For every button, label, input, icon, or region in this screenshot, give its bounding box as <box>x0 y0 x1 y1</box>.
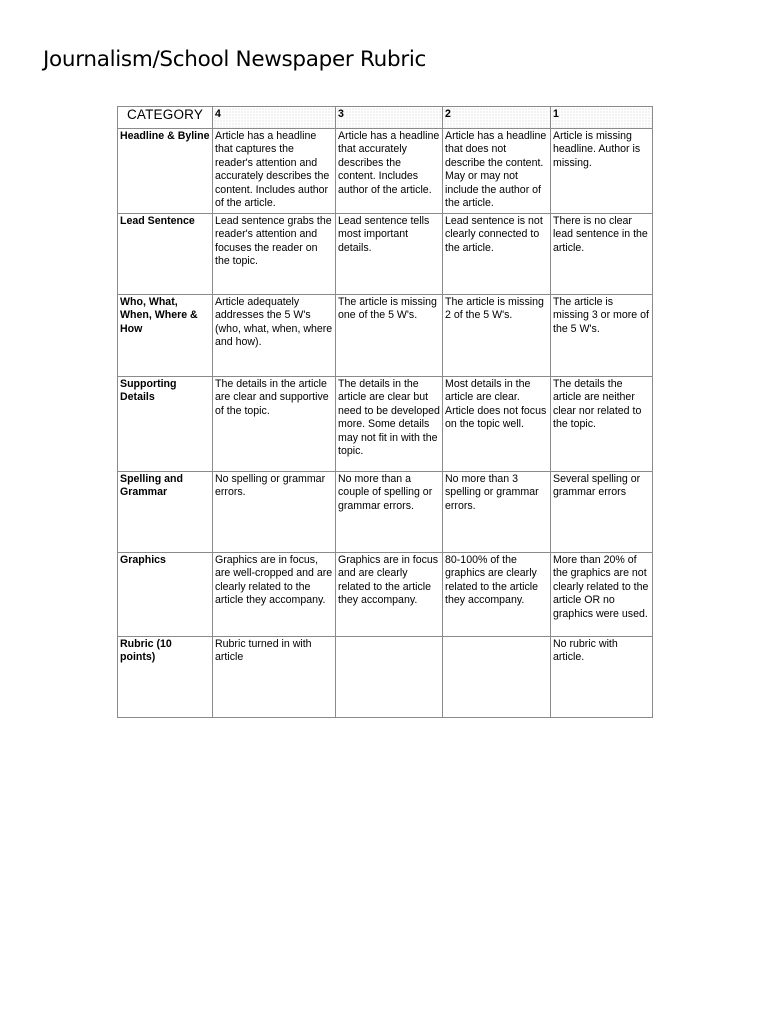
criteria-cell: The details in the article are clear and supportive of the topic. <box>213 377 336 472</box>
category-cell: Spelling and Grammar <box>118 472 213 553</box>
criteria-cell: No rubric with article. <box>551 637 653 718</box>
category-cell: Who, What, When, Where & How <box>118 295 213 377</box>
table-row <box>118 295 653 377</box>
criteria-cell: Article has a headline that accurately describes the content. Includes author of the article. <box>336 129 443 214</box>
criteria-cell: Graphics are in focus, are well-cropped and are clearly related to the article they accompany. <box>213 553 336 637</box>
category-cell: Rubric (10 points) <box>118 637 213 718</box>
rubric-table <box>117 106 653 718</box>
header-score-3: 3 <box>336 107 443 129</box>
criteria-cell: The details in the article are clear but need to be developed more. Some details may not fit in with the topic. <box>336 377 443 472</box>
table-row <box>118 214 653 295</box>
category-cell: Supporting Details <box>118 377 213 472</box>
criteria-cell: There is no clear lead sentence in the article. <box>551 214 653 295</box>
criteria-cell: Lead sentence tells most important details. <box>336 214 443 295</box>
criteria-cell: The details the article are neither clear nor related to the topic. <box>551 377 653 472</box>
criteria-cell: More than 20% of the graphics are not clearly related to the article OR no graphics were used. <box>551 553 653 637</box>
criteria-cell: No spelling or grammar errors. <box>213 472 336 553</box>
criteria-cell: Most details in the article are clear. Article does not focus on the topic well. <box>443 377 551 472</box>
criteria-cell: Lead sentence is not clearly connected to the article. <box>443 214 551 295</box>
page-title: Journalism/School Newspaper Rubric <box>43 47 427 72</box>
header-score-2: 2 <box>443 107 551 129</box>
criteria-cell: No more than 3 spelling or grammar errors. <box>443 472 551 553</box>
criteria-cell: Graphics are in focus and are clearly related to the article they accompany. <box>336 553 443 637</box>
table-row <box>118 637 653 718</box>
category-cell: Lead Sentence <box>118 214 213 295</box>
criteria-cell <box>443 637 551 718</box>
criteria-cell: Article has a headline that captures the reader's attention and accurately describes the content. Includes author of the article. <box>213 129 336 214</box>
criteria-cell: 80-100% of the graphics are clearly related to the article they accompany. <box>443 553 551 637</box>
criteria-cell: The article is missing 2 of the 5 W's. <box>443 295 551 377</box>
category-cell: Headline & Byline <box>118 129 213 214</box>
table-row <box>118 553 653 637</box>
criteria-cell: Article is missing headline. Author is missing. <box>551 129 653 214</box>
header-score-4: 4 <box>213 107 336 129</box>
criteria-cell: Article has a headline that does not describe the content. May or may not include the author of the article. <box>443 129 551 214</box>
criteria-cell: No more than a couple of spelling or grammar errors. <box>336 472 443 553</box>
criteria-cell <box>336 637 443 718</box>
criteria-cell: Lead sentence grabs the reader's attention and focuses the reader on the topic. <box>213 214 336 295</box>
category-cell: Graphics <box>118 553 213 637</box>
criteria-cell: The article is missing one of the 5 W's. <box>336 295 443 377</box>
table-row <box>118 377 653 472</box>
header-category: CATEGORY <box>118 107 213 129</box>
header-row <box>118 107 653 129</box>
criteria-cell: Rubric turned in with article <box>213 637 336 718</box>
criteria-cell: The article is missing 3 or more of the 5 W's. <box>551 295 653 377</box>
table-row <box>118 472 653 553</box>
criteria-cell: Several spelling or grammar errors <box>551 472 653 553</box>
criteria-cell: Article adequately addresses the 5 W's (who, what, when, where and how). <box>213 295 336 377</box>
header-score-1: 1 <box>551 107 653 129</box>
table-row <box>118 129 653 214</box>
